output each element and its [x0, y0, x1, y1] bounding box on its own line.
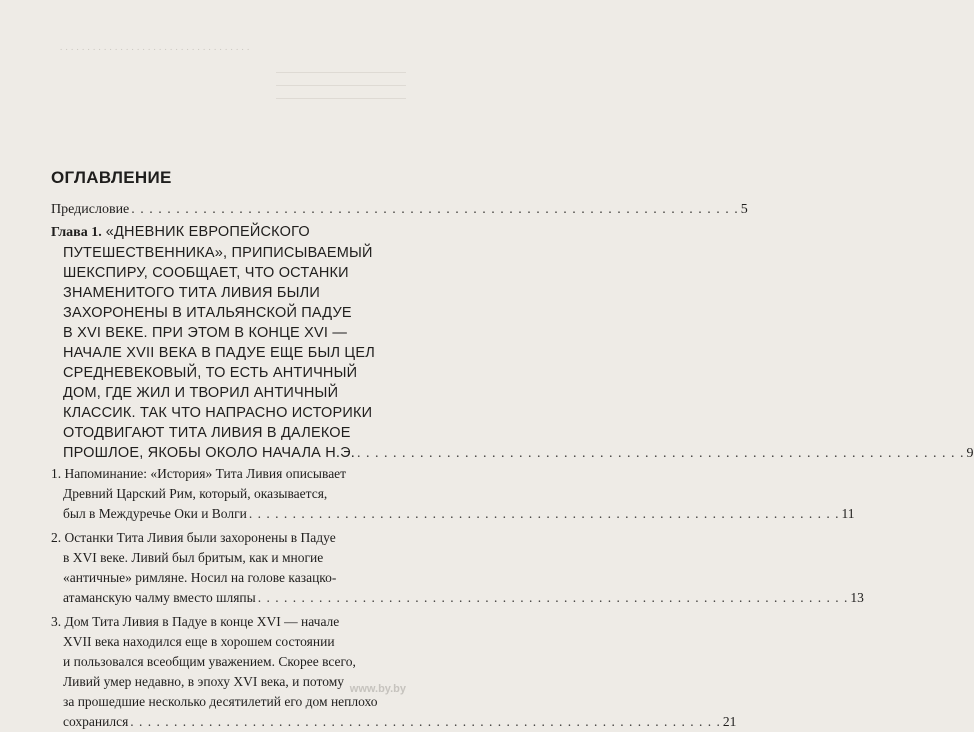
toc-page-number: 21: [722, 714, 737, 729]
toc-entry-section-3[interactable]: [51, 612, 737, 732]
toc-entry-section-1[interactable]: [51, 464, 855, 524]
section-line: Древний Царский Рим, который, оказывается,: [63, 486, 328, 501]
toc-page-number: 13: [850, 590, 864, 605]
dot-leader: . . . . . . . . . . . . . . . . . . . . . . . . . . . . . . . . . . . . . . . . . . . . . . . . . . . . . . . . . . . . . . . . . . . .: [130, 714, 721, 729]
chapter-title-line: КЛАССИК. ТАК ЧТО НАПРАСНО ИСТОРИКИ: [63, 405, 373, 421]
section-line: атаманскую чалму вместо шляпы: [63, 590, 256, 605]
chapter-title-line: ЗАХОРОНЕНЫ В ИТАЛЬЯНСКОЙ ПАДУЕ: [63, 305, 352, 321]
toc-entry-chapter-1[interactable]: [51, 222, 974, 464]
section-line: Ливий умер недавно, в эпоху XVI века, и потому: [63, 674, 345, 689]
chapter-title-line: ОТОДВИГАЮТ ТИТА ЛИВИЯ В ДАЛЕКОЕ: [63, 425, 351, 441]
toc-entry-label: Предисловие: [51, 202, 130, 217]
previous-page-bleed-through: . . . . . . . . . . . . . . . . . . . . . . . . . . . . . . . . . . .: [60, 42, 250, 52]
chapter-title-line: ЗНАМЕНИТОГО ТИТА ЛИВИЯ БЫЛИ: [63, 285, 320, 301]
bleed-lines: [276, 60, 406, 111]
chapter-title-line: В XVI ВЕКЕ. ПРИ ЭТОМ В КОНЦЕ XVI —: [63, 325, 348, 341]
toc-entry-preface[interactable]: [51, 200, 748, 220]
section-line: был в Междуречье Оки и Волги: [63, 506, 247, 521]
toc-page-number: 9: [966, 446, 974, 461]
chapter-title-line: ШЕКСПИРУ, СООБЩАЕТ, ЧТО ОСТАНКИ: [63, 265, 349, 281]
chapter-title-line: НАЧАЛЕ XVII ВЕКА В ПАДУЕ ЕЩЕ БЫЛ ЦЕЛ: [63, 345, 375, 361]
section-line: сохранился: [63, 714, 129, 729]
toc-entry-section-2[interactable]: [51, 528, 864, 608]
section-line: XVII века находился еще в хорошем состоянии: [63, 634, 335, 649]
chapter-prefix: Глава 1.: [51, 225, 102, 240]
chapter-title-line: СРЕДНЕВЕКОВЫЙ, ТО ЕСТЬ АНТИЧНЫЙ: [63, 365, 358, 381]
section-line: 3. Дом Тита Ливия в Падуе в конце XVI — начале: [51, 614, 340, 629]
section-line: 1. Напоминание: «История» Тита Ливия описывает: [51, 466, 347, 481]
chapter-title-line: «ДНЕВНИК ЕВРОПЕЙСКОГО: [105, 224, 310, 240]
dot-leader: . . . . . . . . . . . . . . . . . . . . . . . . . . . . . . . . . . . . . . . . . . . . . . . . . . . . . . . . . . . . . . . . . . . .: [357, 446, 965, 461]
toc-page-number: 5: [740, 202, 748, 217]
dot-leader: . . . . . . . . . . . . . . . . . . . . . . . . . . . . . . . . . . . . . . . . . . . . . . . . . . . . . . . . . . . . . . . . . . . .: [257, 590, 849, 605]
dot-leader: . . . . . . . . . . . . . . . . . . . . . . . . . . . . . . . . . . . . . . . . . . . . . . . . . . . . . . . . . . . . . . . . . . . .: [131, 202, 739, 217]
toc-heading: ОГЛАВЛЕНИЕ: [51, 168, 172, 187]
chapter-title-line: ПРОШЛОЕ, ЯКОБЫ ОКОЛО НАЧАЛА Н.Э.: [63, 445, 356, 461]
section-line: в XVI веке. Ливий был бритым, как и многие: [63, 550, 324, 565]
watermark: www.by.by: [349, 683, 406, 695]
chapter-title-line: ДОМ, ГДЕ ЖИЛ И ТВОРИЛ АНТИЧНЫЙ: [63, 385, 339, 401]
section-line: «античные» римляне. Носил на голове казацко-: [63, 570, 337, 585]
section-line: 2. Останки Тита Ливия были захоронены в Падуе: [51, 530, 336, 545]
dot-leader: . . . . . . . . . . . . . . . . . . . . . . . . . . . . . . . . . . . . . . . . . . . . . . . . . . . . . . . . . . . . . . . . . . . .: [248, 506, 840, 521]
toc-page-number: 11: [841, 506, 855, 521]
chapter-title-line: ПУТЕШЕСТВЕННИКА», ПРИПИСЫВАЕМЫЙ: [63, 245, 373, 261]
section-line: за прошедшие несколько десятилетий его дом неплохо: [63, 694, 378, 709]
section-line: и пользовался всеобщим уважением. Скорее всего,: [63, 654, 356, 669]
